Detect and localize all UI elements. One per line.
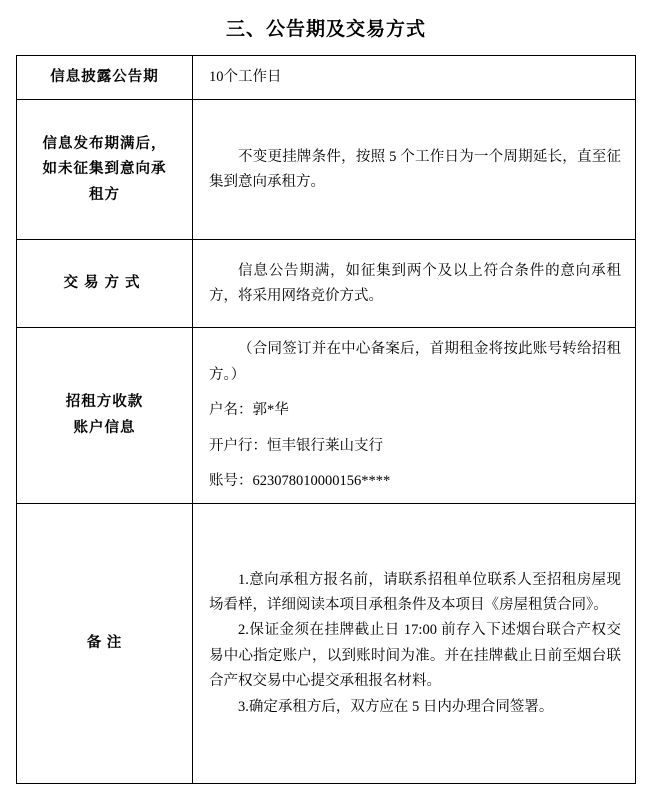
row-value-disclosure-period xyxy=(193,56,636,100)
value-paragraph: （合同签订并在中心备案后，首期租金将按此账号转给招租方。） xyxy=(209,341,621,383)
row-label-disclosure-period xyxy=(17,56,193,100)
label-line: 信息发布期满后， xyxy=(42,135,167,152)
remark-item-2: 2.保证金须在挂牌截止日 17:00 前存入下述烟台联合产权交易中心指定账户，以到账时间为准。并在挂牌截止日前至烟台联合产权交易中心提交承租报名材料。 xyxy=(209,622,621,690)
value-paragraph: 不变更挂牌条件，按照 5 个工作日为一个周期延长，直至征集到意向承租方。 xyxy=(209,148,621,190)
table-row xyxy=(17,240,636,328)
row-label-transaction-method xyxy=(17,240,193,328)
remark-item-1: 1.意向承租方报名前，请联系招租单位联系人至招租房屋现场看样，详细阅读本项目承租条件及本项目《房屋租赁合同》。 xyxy=(209,571,621,613)
label-line: 交易方式 xyxy=(63,275,146,292)
table-row xyxy=(17,504,636,784)
label-line: 信息披露公告期 xyxy=(50,69,159,85)
row-value-account-info xyxy=(193,328,636,504)
announcement-table xyxy=(16,55,636,784)
row-label-remarks xyxy=(17,504,193,784)
label-line: 备 注 xyxy=(86,635,123,652)
row-value-transaction-method xyxy=(193,240,636,328)
label-line: 租方 xyxy=(89,186,120,203)
label-line: 招租方收款 xyxy=(65,394,144,411)
table-row xyxy=(17,328,636,504)
value-paragraph: 10个工作日 xyxy=(209,69,282,85)
page-title: 三、公告期及交易方式 xyxy=(225,19,426,40)
remark-item-3: 3.确定承租方后，双方应在 5 日内办理合同签署。 xyxy=(238,698,554,715)
label-line: 账户信息 xyxy=(73,419,136,436)
value-paragraph: 信息公告期满，如征集到两个及以上符合条件的意向承租方，将采用网络竞价方式。 xyxy=(209,262,621,304)
value-account-number: 账号：623078010000156**** xyxy=(209,472,391,489)
value-account-bank: 开户行：恒丰银行莱山支行 xyxy=(209,437,383,454)
row-value-no-tenant-collected xyxy=(193,100,636,240)
table-row xyxy=(17,56,636,100)
row-label-no-tenant-collected xyxy=(17,100,193,240)
table-row xyxy=(17,100,636,240)
row-label-account-info xyxy=(17,328,193,504)
label-line: 如未征集到意向承 xyxy=(42,161,167,178)
row-value-remarks xyxy=(193,504,636,784)
value-account-name: 户名：郭*华 xyxy=(209,402,289,419)
